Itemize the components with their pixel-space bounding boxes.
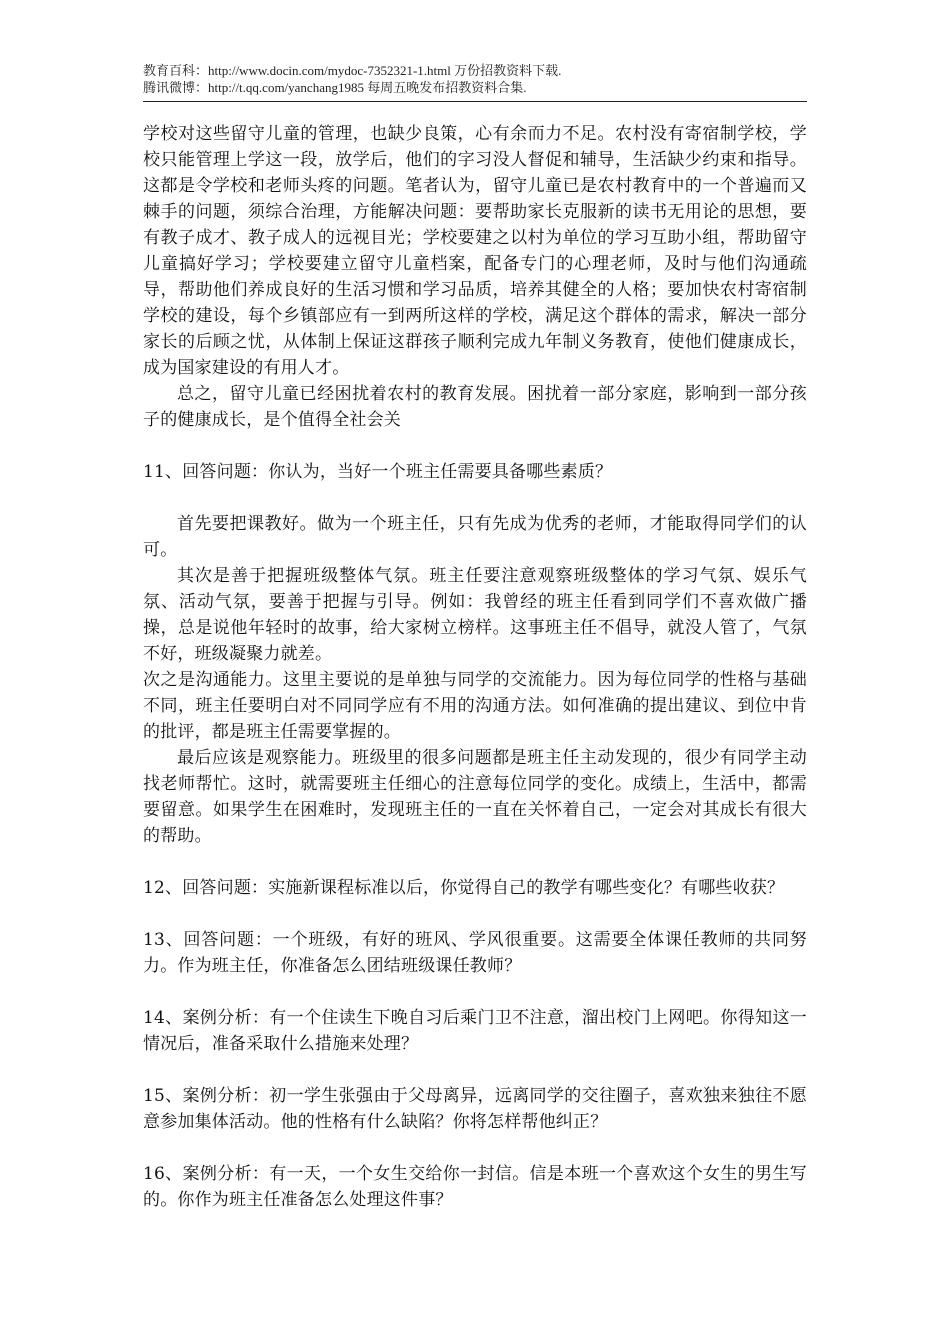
question-14: 14、案例分析：有一个住读生下晚自习后乘门卫不注意，溜出校门上网吧。你得知这一情况后，准备采取什么措施来处理？ <box>143 1008 807 1054</box>
header-line-weibo: 腾讯微博：http://t.qq.com/yanchang1985 每周五晚发布招教资料合集. <box>143 80 527 95</box>
answer-11-communication: 次之是沟通能力。这里主要说的是单独与同学的交流能力。因为每位同学的性格与基础不同，班主任要明白对不同同学应有不用的沟通方法。如何准确的提出建议、到位中肯的批评，都是班主任需要掌握的。 <box>143 670 807 742</box>
spacer <box>143 979 807 1005</box>
spacer <box>143 1135 807 1161</box>
question-12: 12、回答问题：实施新课程标准以后，你觉得自己的教学有哪些变化？有哪些收获？ <box>143 878 785 898</box>
header-divider <box>143 101 807 102</box>
spacer <box>143 849 807 875</box>
header-line-docin: 教育百科：http://www.docin.com/mydoc-7352321-1.html 万份招教资料下载. <box>143 63 562 78</box>
question-13: 13、回答问题：一个班级，有好的班风、学风很重要。这需要全体课任教师的共同努力。作为班主任，你准备怎么团结班级课任教师？ <box>143 930 807 976</box>
answer-11-atmosphere: 其次是善于把握班级整体气氛。班主任要注意观察班级整体的学习气氛、娱乐气氛、活动气氛，要善于把握与引导。例如：我曾经的班主任看到同学们不喜欢做广播操，总是说他年轻时的故事，给大家树立榜样。这事班主任不倡导，就没人管了，气氛不好，班级凝聚力就差。 <box>143 566 807 664</box>
answer-11-observation: 最后应该是观察能力。班级里的很多问题都是班主任主动发现的，很少有同学主动找老师帮忙。这时，就需要班主任细心的注意每位同学的变化。成绩上，生活中，都需要留意。如果学生在困难时，发现班主任的一直在关怀着自己，一定会对其成长有很大的帮助。 <box>143 748 807 846</box>
document-body <box>143 121 807 1213</box>
answer-11-teaching: 首先要把课教好。做为一个班主任，只有先成为优秀的老师，才能取得同学们的认可。 <box>143 514 807 560</box>
paragraph-left-behind-children: 学校对这些留守儿童的管理，也缺少良策，心有余而力不足。农村没有寄宿制学校，学校只能管理上学这一段，放学后，他们的字习没人督促和辅导，生活缺少约束和指导。这都是令学校和老师头疼的问题。笔者认为，留守儿童已是农村教育中的一个普遍而又棘手的问题，须综合治理，方能解决问题：要帮助家长克服新的读书无用论的思想，要有教子成才、教子成人的远视目光；学校要建之以村为单位的学习互助小组，帮助留守儿童搞好学习；学校要建立留守儿童档案，配备专门的心理老师，及时与他们沟通疏导，帮助他们养成良好的生活习惯和学习品质，培养其健全的人格；要加快农村寄宿制学校的建设，每个乡镇部应有一到两所这样的学校，满足这个群体的需求，解决一部分家长的后顾之忧，从体制上保证这群孩子顺利完成九年制义务教育，使他们健康成长，成为国家建设的有用人才。 <box>143 124 807 378</box>
spacer <box>143 1057 807 1083</box>
question-11: 11、回答问题：你认为，当好一个班主任需要具备哪些素质？ <box>143 462 613 482</box>
spacer <box>143 433 807 459</box>
question-16: 16、案例分析：有一天，一个女生交给你一封信。信是本班一个喜欢这个女生的男生写的。你作为班主任准备怎么处理这件事？ <box>143 1164 807 1210</box>
page-header <box>143 62 807 96</box>
spacer <box>143 485 807 511</box>
paragraph-conclusion: 总之，留守儿童已经困扰着农村的教育发展。困扰着一部分家庭，影响到一部分孩子的健康成长，是个值得全社会关 <box>143 384 807 430</box>
question-15: 15、案例分析：初一学生张强由于父母离异，远离同学的交往圈子，喜欢独来独往不愿意参加集体活动。他的性格有什么缺陷？你将怎样帮他纠正？ <box>143 1086 807 1132</box>
spacer <box>143 901 807 927</box>
